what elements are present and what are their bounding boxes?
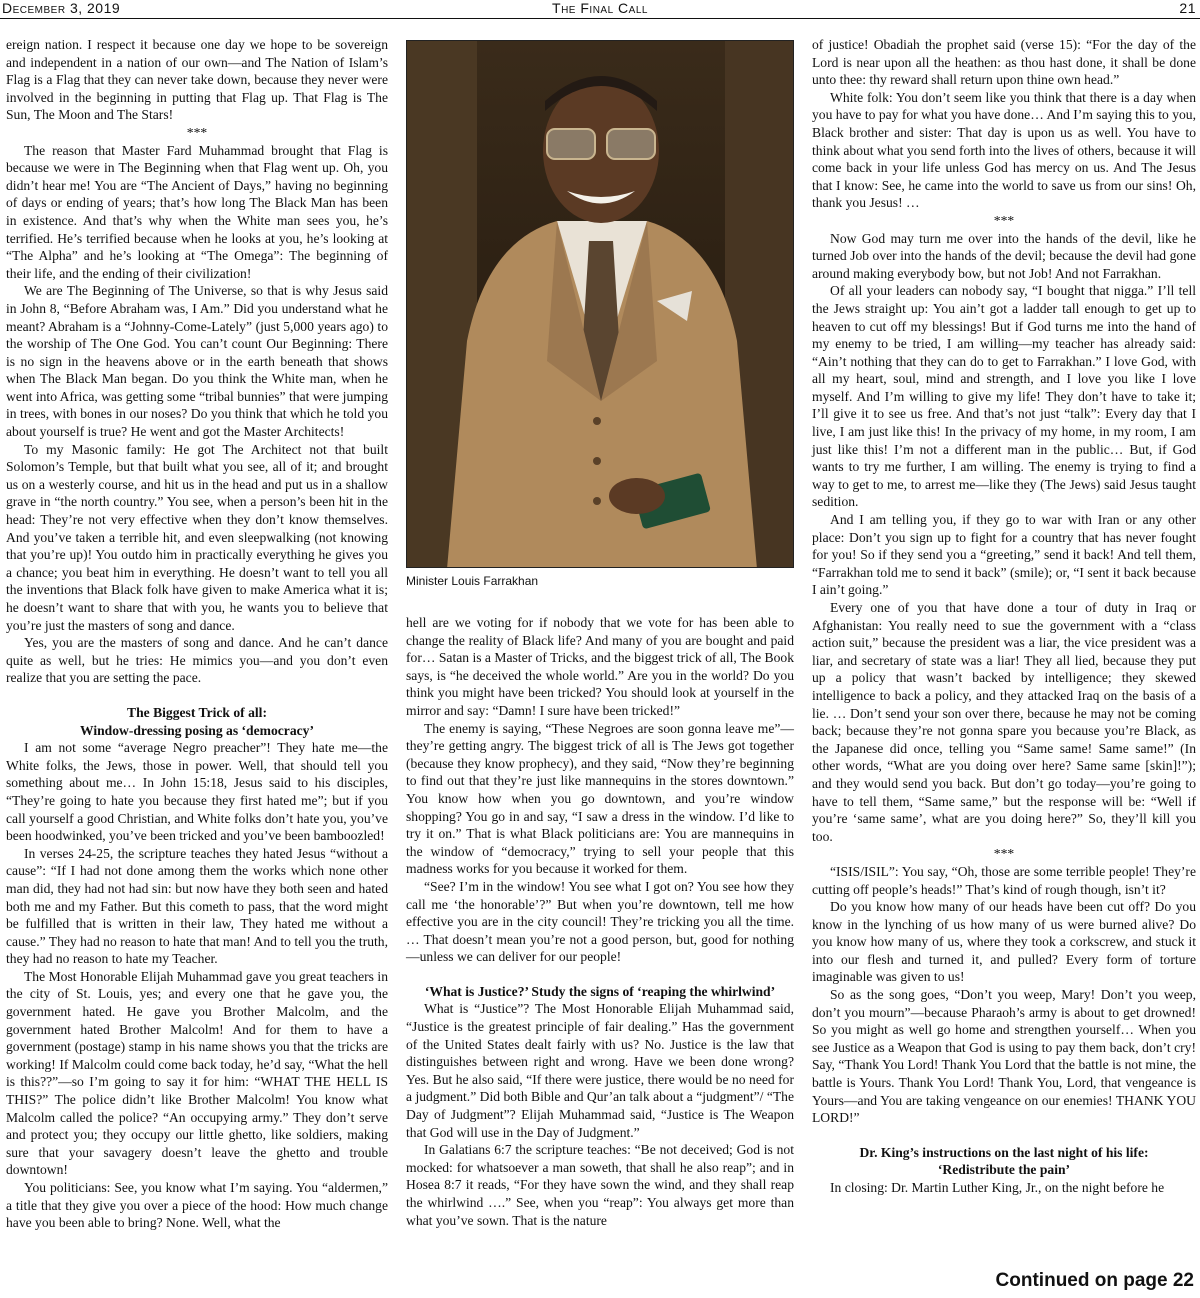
subheading: ‘What is Justice?’ Study the signs of ‘reaping the whirlwind’ xyxy=(424,983,776,999)
paragraph: White folk: You don’t seem like you think that there is a day when you have to pay for what you have done… And I’m saying this to you, Black brother and sister: That day is upon us as well. You have to think about what you send forth into the lives of others, because it will come back in your life unless God has mercy on us. And The Jesus that I know: See, he came into the world to save us from our sins! Oh, thank you Jesus! … xyxy=(812,89,1196,211)
continued-notice: Continued on page 22 xyxy=(995,1270,1194,1291)
paragraph: “See? I’m in the window! You see what I got on? You see how they call me ‘the honorable’?” But when you’re downtown, tell me how effective you are in the city council! They’re tricking you all the time. … That doesn’t mean you’re not a good person, but, good for nothing—unless we can deliver for our people! xyxy=(406,878,794,965)
photo-caption: Minister Louis Farrakhan xyxy=(406,574,539,588)
portrait-illustration xyxy=(407,41,794,568)
paragraph: ereign nation. I respect it because one day we hope to be sovereign and independent in a nation of our own—and The Nation of Islam’s Flag is a Flag that they can never take down, because they never were involved in the beginning in putting that Flag up. That Flag is The Sun, The Moon and The Stars! xyxy=(6,37,388,123)
column-2 xyxy=(406,36,794,1286)
paragraph: In closing: Dr. Martin Luther King, Jr., on the night before he xyxy=(830,1180,1165,1195)
paragraph: We are The Beginning of The Universe, so that is why Jesus said in John 8, “Before Abraham was, I Am.” Did you understand what he meant? Abraham is a “Johnny-Come-Lately” (just 5,000 years ago) to the worship of The One God. You can’t count Our Beginning: There is no sign in the heavens above or in the earth beneath that shows when The Black Man began. Do you think the White man, when he went into Africa, was getting some “tribal bunnies” that were jumping in trees, with bones in our noses? Do you think that which he told you about yourself is true? He went and got the Master Architects! xyxy=(6,283,388,440)
subheading: ‘Redistribute the pain’ xyxy=(937,1162,1071,1178)
paragraph: In verses 24-25, the scripture teaches they hated Jesus “without a cause”: “If I had not done among them the works which none other man did, they had not had sin: but now have they both seen and hated both me and my Father. But this cometh to pass, that the word might be fulfilled that is written in their law, They hated me without a cause.” They had no reason to hate that man! And to tell you the truth, they had no reason to hate my Teacher. xyxy=(6,845,388,967)
paragraph: The reason that Master Fard Muhammad brought that Flag is because we were in The Beginning when that Flag went up. Oh, you didn’t hear me! You are “The Ancient of Days,” having no beginning of days or ending of years; that’s how long The Black Man has been in existence. And that’s why when the White man sees you, he’s terrified. He’s terrified because when he looks at you, he’s looking at “The Alpha” and he’s looking at “The Omega”: The beginning of their life, and the ending of their civilization! xyxy=(6,142,388,281)
paragraph: of justice! Obadiah the prophet said (verse 15): “For the day of the Lord is near upon all the heathen: as thou hast done, it shall be done unto thee: thy reward shall return upon thine own head.” xyxy=(812,37,1196,88)
column-3 xyxy=(812,36,1196,1197)
paragraph: The Most Honorable Elijah Muhammad gave you great teachers in the city of St. Louis, yes; and every one that he gave you, the government hated. He gave you Brother Malcolm, and the government hated Brother Malcolm! And for them to have a government (postage) stamp in his name shows you that the tricks are working! If Malcolm could come back today, he’d say, “What the hell is this??”—so I’m going to say it for him: “WHAT THE HELL IS THIS?” The police didn’t like Brother Malcolm! You know what Malcolm called the police? “An occupying army.” They don’t serve and protect you; they occupy our little ghetto, like soldiers, making sure that your savagery doesn’t leave the ghetto and trouble downtown! xyxy=(6,968,388,1178)
column-2-body xyxy=(406,614,794,1229)
paragraph: In Galatians 6:7 the scripture teaches: “Be not deceived; God is not mocked: for whatsoever a man soweth, that shall he also reap”; and in Hosea 8:7 it reads, “For they have sown the wind, and they shall reap the whirlwind ….” See, when you “reap”: You always get more than what you’ve sown. That is the nature xyxy=(406,1142,794,1228)
paragraph: So as the song goes, “Don’t you weep, Mary! Don’t you weep, don’t you mourn”—because Pharaoh’s army is about to get drowned! So you might as well go home and strengthen yourself… When you see Justice as a Weapon that God is using to pay them back, don’t cry! Say, “Thank You Lord! Thank You Lord that the battle is not mine, the battle is Yours. Thank You Lord! Thank You, Lord, that vengeance is Yours—and You are taking vengeance on our enemies! THANK YOU LORD!” xyxy=(812,987,1196,1126)
publication-title: The Final Call xyxy=(552,0,648,16)
paragraph: What is “Justice”? The Most Honorable Elijah Muhammad said, “Justice is the greatest principle of fair dealing.” Has the government of the United States dealt fairly with us? No. Justice is the law that distinguishes between right and wrong. Have we been done wrong? Yes. But he also said, “If there were justice, there would be no need for a judgment.” Did both Bible and Qur’an talk about a “judgment”/ “The Day of Judgment”? Elijah Muhammad said, “Justice is The Weapon that God will use in the Day of Judgment.” xyxy=(406,1001,794,1140)
subheading: Dr. King’s instructions on the last night of his life: xyxy=(859,1144,1149,1160)
paragraph: I am not some “average Negro preacher”! They hate me—the White folks, the Jews, those in power. Well, that should tell you something about me… In John 15:18, Jesus said to his disciples, “They’re going to hate you because they first hated me”; but if you call yourself a good Christian, and White folks don’t hate you, you’ve been hoodwinked, you’ve been tricked and you’ve been bamboozled! xyxy=(6,740,388,844)
paragraph: Every one of you that have done a tour of duty in Iraq or Afghanistan: You really need to sue the government with a “class action suit,” because the president was a liar, the vice president was a liar, and secretary of state was a liar! They all lied, because they put up a policy that wasn’t backed by intelligence; they skewed intelligence to back a policy, and they attacked Iraq on the basis of a lie. … Don’t send your son over there, because he may not be coming back; because they’re not gonna spare you because you’re Black, as the Japanese did once, telling you “Same same! Same same!” (In other words, “What are you doing over here? Same same [skin]!”); and they would send you back. But don’t go today—you’re going to have to tell them, “Same same,” but the response will be: “Well if you’re ‘same same’, what are you doing here?” So, they’ll kill you too. xyxy=(812,600,1196,844)
section-break: *** xyxy=(186,124,208,140)
paragraph: The enemy is saying, “These Negroes are soon gonna leave me”—they’re getting angry. The biggest trick of all is The Jews got together (because they know prophecy), and they said, “Now they’re beginning to find out that they’re just like mannequins in the stores downtown.” You know how when you go downtown, and you’re window shopping? You go in and say, “I saw a dress in the window. I’d like to try it on.” That is what Black politicians are: You are mannequins in the window of “democracy,” trying to sell your people that this madness works for you because it worked for them. xyxy=(406,720,794,877)
photo-block xyxy=(406,40,794,598)
paragraph: And I am telling you, if they go to war with Iran or any other place: Don’t you sign up to fight for a country that has never fought for you! So if they send you a “greeting,” send it back! And tell them, “Farrakhan told me to send it back” (smile); or, “I sent it back because I ain’t going.” xyxy=(812,512,1196,598)
page-header xyxy=(0,0,1200,19)
subheading: Window-dressing posing as ‘democracy’ xyxy=(79,722,314,738)
subheading: The Biggest Trick of all: xyxy=(127,704,267,720)
paragraph: You politicians: See, you know what I’m saying. You “aldermen,” a title that they give you over a piece of the hood: How much change have you been able to bring? None. Well, what the xyxy=(6,1180,388,1231)
section-break: *** xyxy=(993,212,1015,228)
page-number: 21 xyxy=(1179,0,1196,16)
paragraph: Of all your leaders can nobody say, “I bought that nigga.” I’ll tell the Jews straight up: You ain’t got a ladder tall enough to get up to heaven to cut off my blessings! But if God turns me into the hand of my enemy to be tried, I am willing—my teacher has already said: “Ain’t nothing that they can do to get to Farrakhan.” I love God, with all my heart, soul, mind and strength, and I love you like I love myself. And I’m willing to give my life! They don’t have to take it; I’ll give it to see us free. And that’s not just “talk”: Every day that I live, I am just like this! In the privacy of my home, in my room, I am just like this! I’m not a different man in the public… But, if God wants to try me further, I am willing. The enemy is trying to find a way to get to me, to arrest me—like they (The Jews) said Jesus taught sedition. xyxy=(812,283,1196,510)
column-1 xyxy=(6,36,388,1232)
section-break: *** xyxy=(993,846,1015,862)
paragraph: hell are we voting for if nobody that we vote for has been able to change the reality of Black life? And many of you are bought and paid for… Satan is a Master of Tricks, and the biggest trick of all, The Book says, is “he deceived the whole world.” Are you in the world? Do you think you might have been tricked? You should look at yourself in the mirror and say: “Damn! I sure have been tricked!” xyxy=(406,615,794,718)
issue-date: December 3, 2019 xyxy=(2,0,121,16)
paragraph: To my Masonic family: He got The Architect not that built Solomon’s Temple, but that built what you see, all of it; and brought us on a westerly course, and hit us in the head and put us in a shallow grave in “the north country.” You see, when a person’s been hit in the head: They’re not very effective when they don’t know themselves. And you’ve taken a terrible hit, and even sleepwalking (not knowing that you’re up)! You outdo him in practically everything he gives you a chance; you beat him in everything. He doesn’t want to tell you all the inventions that Black folk have given to make America what it is; he doesn’t want to share that with you, he wants you to believe that you’re just the masters of song and dance. xyxy=(6,441,388,633)
portrait-photo xyxy=(406,40,794,568)
paragraph: Yes, you are the masters of song and dance. And he can’t dance quite as well, but he tries: He mimics you—and you don’t even realize that you are setting the pace. xyxy=(6,635,388,686)
paragraph: Now God may turn me over into the hands of the devil, like he turned Job over into the hands of the devil; because the devil had gone around making everybody bow, but not Job! And not Farrakhan. xyxy=(812,230,1196,281)
paragraph: “ISIS/ISIL”: You say, “Oh, those are some terrible people! They’re cutting off people’s heads!” That’s kind of rough though, isn’t it? xyxy=(812,863,1196,897)
paragraph: Do you know how many of our heads have been cut off? Do you know in the lynching of us how many of us were burned alive? Do you know how many of us, where they took a corkscrew, and stuck it into our flesh and turned it, and pulled? Every form of torture imaginable was given to us! xyxy=(812,899,1196,985)
